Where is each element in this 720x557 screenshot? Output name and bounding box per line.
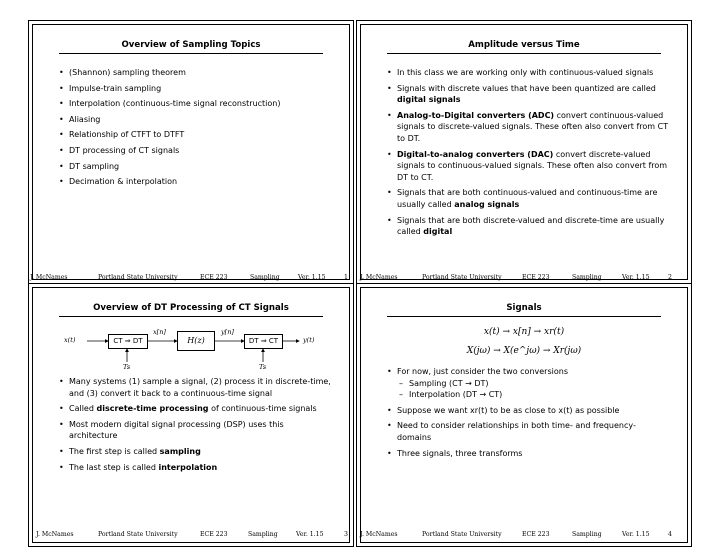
bullet-item: • The last step is called interpolation [59,462,331,474]
yn-label: y[n] [221,328,234,336]
bullet-item: • (Shannon) sampling theorem [59,67,331,79]
bullet-item: • Analog-to-Digital converters (ADC) convert continuous-valued signals to discrete-valued signals. These often also convert from CT to DT. [387,110,669,145]
footer-course: ECE 223 [522,274,550,281]
bullet-item: • The first step is called sampling [59,446,331,458]
sampling-period-label: Ts [123,363,131,371]
bullet-item: • For now, just consider the two conversions – Sampling (CT → DT) – Interpolation (DT → CT) [387,366,669,401]
sub-item: – Interpolation (DT → CT) [397,389,669,401]
footer-version: Ver. 1.15 [296,531,324,538]
footer-author: J. McNames [30,274,68,281]
page-number: 4 [668,531,672,538]
slide-title: Overview of DT Processing of CT Signals [59,303,323,317]
sampling-period-label: Ts [259,363,267,371]
time-signal-chain: x(t) → x[n] → xr(t) [483,327,565,337]
bullet-item: • Decimation & interpolation [59,176,331,188]
bullet-item: • Impulse-train sampling [59,83,331,95]
bullet-item: • Called discrete-time processing of continuous-time signals [59,403,331,415]
footer [0,274,720,284]
sub-list [397,378,669,401]
bullet-item: • Aliasing [59,114,331,126]
bullet-item: • Most modern digital signal processing (DSP) uses this architecture [59,419,331,442]
footer-topic: Sampling [248,531,278,538]
bullet-item: • DT sampling [59,161,331,173]
h-z-block: H(z) [177,331,215,351]
slide-title: Signals [387,303,661,317]
bullet-item: • Many systems (1) sample a signal, (2) process it in discrete-time, and (3) convert it back to a continuous-time signal [59,376,331,399]
slide-4 [356,283,692,547]
page-number: 1 [344,274,348,281]
bullet-item: • Digital-to-analog converters (DAC) convert discrete-valued signals to continuous-valued signals. These often also convert from DT to CT. [387,149,669,184]
footer-author: J. McNames [360,274,398,281]
bullet-item: • Signals that are both continuous-valued and continuous-time are usually called analog signals [387,187,669,210]
slide-2 [356,20,692,284]
input-signal-label: x(t) [64,336,76,344]
slide-3 [28,283,354,547]
footer-author: J. McNames [36,531,74,538]
slide-title: Overview of Sampling Topics [59,40,323,54]
bullet-list [59,67,331,192]
footer [0,531,720,541]
xn-label: x[n] [153,328,166,336]
bullet-item: • Relationship of CTFT to DTFT [59,129,331,141]
slide-1 [28,20,354,284]
bullet-item: • Interpolation (continuous-time signal reconstruction) [59,98,331,110]
footer-school: Portland State University [422,531,502,538]
bullet-item: • Three signals, three transforms [387,448,669,460]
page-number: 3 [344,531,348,538]
footer-course: ECE 223 [200,531,228,538]
footer-school: Portland State University [98,274,178,281]
bullet-list [59,376,331,477]
footer-version: Ver. 1.15 [622,531,650,538]
footer-version: Ver. 1.15 [622,274,650,281]
transform-chain: X(jω) → X(e^jω) → Xr(jω) [466,346,582,356]
dt-to-ct-block: DT ⇒ CT [244,334,283,349]
bullet-list [387,67,669,242]
footer-course: ECE 223 [200,274,228,281]
slide-title: Amplitude versus Time [387,40,661,54]
footer-school: Portland State University [98,531,178,538]
bullet-list [387,366,669,463]
bullet-item: • In this class we are working only with continuous-valued signals [387,67,669,79]
block-diagram [51,328,331,372]
footer-topic: Sampling [572,531,602,538]
ct-to-dt-block: CT ⇒ DT [108,334,148,349]
footer-author: J. McNames [360,531,398,538]
bullet-item: • Signals that are both discrete-valued and discrete-time are usually called digital [387,215,669,238]
bullet-item: • Need to consider relationships in both time- and frequency-domains [387,420,669,443]
footer-topic: Sampling [250,274,280,281]
sub-item: – Sampling (CT → DT) [397,378,669,390]
bullet-item: • DT processing of CT signals [59,145,331,157]
bullet-item: • Signals with discrete values that have been quantized are called digital signals [387,83,669,106]
output-signal-label: y(t) [303,336,315,344]
footer-course: ECE 223 [522,531,550,538]
footer-topic: Sampling [572,274,602,281]
footer-school: Portland State University [422,274,502,281]
footer-version: Ver. 1.15 [298,274,326,281]
bullet-item: • Suppose we want xr(t) to be as close to x(t) as possible [387,405,669,417]
page-number: 2 [668,274,672,281]
